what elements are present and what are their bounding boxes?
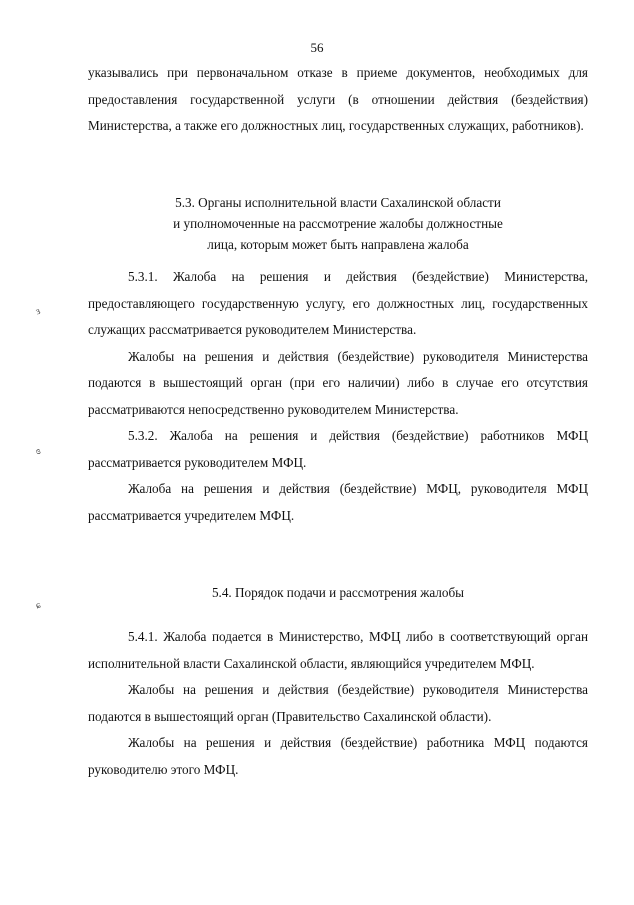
section-5-4-heading: 5.4. Порядок подачи и рассмотрения жалобы <box>211 585 465 600</box>
paragraph-5-4-1: 5.4.1. Жалоба подается в Министерство, МФЦ либо в соответствующий орган исполнительной власти Сахалинской области, являющийся учредителем МФЦ. <box>88 629 588 671</box>
paragraph-5-4-1-c: Жалобы на решения и действия (бездействие) работника МФЦ подаются руководителю этого МФЦ. <box>88 735 588 777</box>
hole-punch-mark: ɕ <box>34 599 43 612</box>
section-5-3-heading <box>88 192 588 255</box>
section-5-3-body <box>88 264 588 529</box>
intro-paragraph-block <box>88 60 588 140</box>
heading-line: 5.3. Органы исполнительной власти Сахалинской области <box>175 195 501 210</box>
section-5-4-body <box>88 624 588 783</box>
hole-punch-mark: ɜ <box>34 305 42 318</box>
heading-line: лица, которым может быть направлена жалоба <box>207 237 469 252</box>
intro-paragraph: указывались при первоначальном отказе в приеме документов, необходимых для предоставления государственной услуги (в отношении действия (бездействия) Министерства, а также его должностных лиц, государственных служащих, работников). <box>88 65 588 133</box>
page-number: 56 <box>310 40 324 55</box>
paragraph-5-3-2: 5.3.2. Жалоба на решения и действия (бездействие) работников МФЦ рассматривается руководителем МФЦ. <box>88 428 588 470</box>
paragraph-5-4-1-b: Жалобы на решения и действия (бездействие) руководителя Министерства подаются в вышестоящий орган (Правительство Сахалинской области). <box>88 682 588 724</box>
hole-punch-mark: ɞ <box>34 445 43 458</box>
paragraph-5-3-2-b: Жалоба на решения и действия (бездействие) МФЦ, руководителя МФЦ рассматривается учредителем МФЦ. <box>88 481 588 523</box>
heading-line: и уполномоченные на рассмотрение жалобы должностные <box>173 216 503 231</box>
paragraph-5-3-1: 5.3.1. Жалоба на решения и действия (бездействие) Министерства, предоставляющего государственную услугу, его должностных лиц, государственных служащих рассматривается руководителем Министерства. <box>88 269 588 337</box>
paragraph-5-3-1-b: Жалобы на решения и действия (бездействие) руководителя Министерства подаются в вышестоящий орган (при его наличии) либо в случае его отсутствия рассматриваются непосредственно руководителем Министерства. <box>88 348 588 417</box>
